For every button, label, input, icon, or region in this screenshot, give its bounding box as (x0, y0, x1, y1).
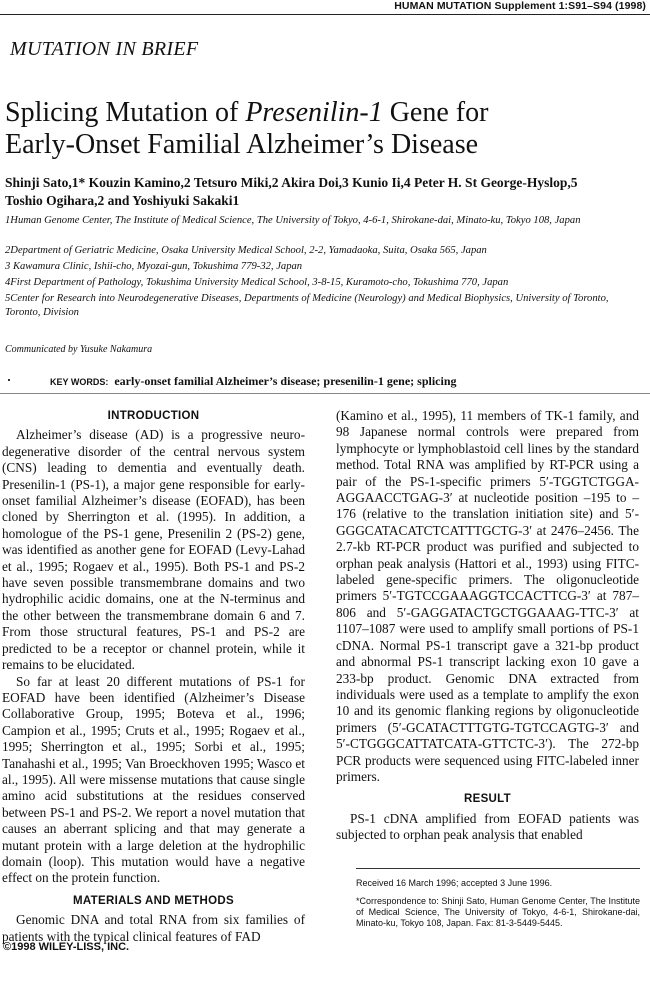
result-heading: RESULT (464, 793, 511, 806)
introduction-heading: INTRODUCTION (107, 410, 200, 422)
methods-heading: MATERIALS AND METHODS (73, 894, 234, 907)
keywords-rule (0, 393, 650, 394)
methods-continued: (Kamino et al., 1995), 11 members of TK-1 family, and 98 Japanese normal controls were prepared from lymphocyte or lymphoblastoid cell lines by the standard method. Total RNA was amplified by RT-PCR using a pair of the PS-1-specific primers 5′-TGGTCTGGA-AGGAACCTGAG-3′ at nucleotide position –195 to –176 (relative to the translation initiation site) and 5′-GGGCATACATCTCATTTGCTG-3′ at 2476–2456. The 2.7-kb RT-PCR product was purified and subjected to orphan peak analysis (Hattori et al., 1993) using FITC-labeled gene-specific primers. The oligonucleotide primers 5′-TGTCCGAAAGGTCCACTTCG-3′ at 787–806 and 5′-GAGGATACTGCTGGAAAG-TTC-3′ at 1107–1087 were used to amplify small portions of PS-1 cDNA. Normal PS-1 transcript gave a 321-bp product and abnormal PS-1 transcript lacking exon 10 gave a 233-bp product. Genomic DNA extracted from individuals were used as a template to amplify the exon 10 and its genomic flanking regions by oligonucleotide primers (5′-GCATACTTTGTG-TGTCCAGTG-3′ and 5′-CTGGGCATTATCATA-GTTCTC-3′). The 272-bp PCR products were sequenced using FITC-labeled inner primers. (336, 408, 639, 784)
article-title (5, 97, 635, 161)
margin-dot (8, 379, 10, 381)
intro-paragraph-1: Alzheimer’s disease (AD) is a progressive neuro-degenerative disorder of the central nervous system (CNS) leading to dementia and eventually death. Presenilin-1 (PS-1), a major gene responsible for early-onset familial Alzheimer’s disease (EOFAD), has been cloned by Sherrington et al. (1995). In addition, a homologue of the PS-1 gene, Presenilin 2 (PS-2) gene, was identified as another gene for EOFAD (Levy-Lahad et al., 1995; Rogaev et al., 1995). Both PS-1 and PS-2 have seven possible transmembrane domains and two hydrophilic acidic domains, one at the N-terminus and the other between the transmembrane domain 6 and 7. From those structural features, PS-1 and PS-2 are predicted to be a receptor or channel protein, while it remains to be elucidated. (2, 427, 305, 673)
affiliation-1: 1Human Genome Center, The Institute of Medical Science, The University of Tokyo, 4-6-1, Shirokane-dai, Minato-ku, Tokyo 108, Japan (5, 215, 581, 226)
journal-citation: HUMAN MUTATION Supplement 1:S91–S94 (1998) (394, 0, 646, 12)
affiliation-3: 3 Kawamura Clinic, Ishii-cho, Myozai-gun, Tokushima 779-32, Japan (5, 261, 303, 272)
author-line-1: Shinji Sato,1* Kouzin Kamino,2 Tetsuro Miki,2 Akira Doi,3 Kunio Ii,4 Peter H. St George-Hyslop,5 (5, 175, 578, 190)
copyright: ©1998 WILEY-LISS, INC. (3, 941, 130, 953)
right-column (336, 408, 639, 844)
keywords (50, 374, 640, 389)
communicated-by: Communicated by Yusuke Nakamura (5, 344, 153, 355)
author-line-2: Toshio Ogihara,2 and Yoshiyuki Sakaki1 (5, 193, 240, 208)
affiliation-5: 5Center for Research into Neurodegenerative Diseases, Departments of Medicine (Neurology) and Medical Biophysics, University of Toronto, Toronto, Division (5, 293, 609, 318)
intro-paragraph-2: So far at least 20 different mutations of PS-1 for EOFAD have been identified (Alzheimer’s Disease Collaborative Group, 1995; Boteva et al., 1996; Campion et al., 1995; Cruts et al., 1995; Rogaev et al., 1995; Sherrington et al., 1995; Sorbi et al., 1995; Tanahashi et al., 1995; Van Broeckhoven 1995; Wasco et al., 1995). All were missense mutations that cause single amino acid substitutions at the residues conserved between PS-1 and PS-2. We report a novel mutation that causes an aberrant splicing and that may generate a mutant protein with a large deletion at the hydrophilic domain (loop). This mutation would have a negative effect on the protein function. (2, 673, 305, 886)
keywords-terms: early-onset familial Alzheimer’s disease; presenilin-1 gene; splicing (114, 374, 457, 388)
title-part: Splicing Mutation of (5, 97, 246, 128)
author-list (5, 174, 635, 210)
title-part: Gene for (382, 97, 489, 128)
title-line2: Early-Onset Familial Alzheimer’s Disease (5, 129, 479, 160)
section-label: MUTATION IN BRIEF (10, 38, 199, 60)
correspondence-footnote: *Correspondence to: Shinji Sato, Human Genome Center, The Institute of Medical Science, The University of Tokyo, 4-6-1, Shirokane-dai, Minato-ku, Tokyo 108, Japan. Fax: 81-3-5449-5445. (356, 896, 640, 928)
methods-paragraph-1: Genomic DNA and total RNA from six families of patients with the typical clinical features of FAD (2, 912, 305, 944)
result-paragraph-1: PS-1 cDNA amplified from EOFAD patients was subjected to orphan peak analysis that enabled (336, 810, 639, 843)
left-column (2, 408, 305, 945)
affiliation-2: 2Department of Geriatric Medicine, Osaka University Medical School, 2-2, Yamadaoka, Suita, Osaka 565, Japan (5, 245, 487, 256)
footnote-rule (356, 868, 640, 869)
affiliation-4: 4First Department of Pathology, Tokushima University Medical School, 3-8-15, Kuramoto-cho, Tokushima 770, Japan (5, 277, 509, 288)
title-gene: Presenilin-1 (245, 97, 383, 128)
keywords-label: KEY WORDS: (50, 377, 109, 387)
received-date: Received 16 March 1996; accepted 3 June 1996. (356, 878, 553, 888)
header-rule (0, 14, 650, 15)
